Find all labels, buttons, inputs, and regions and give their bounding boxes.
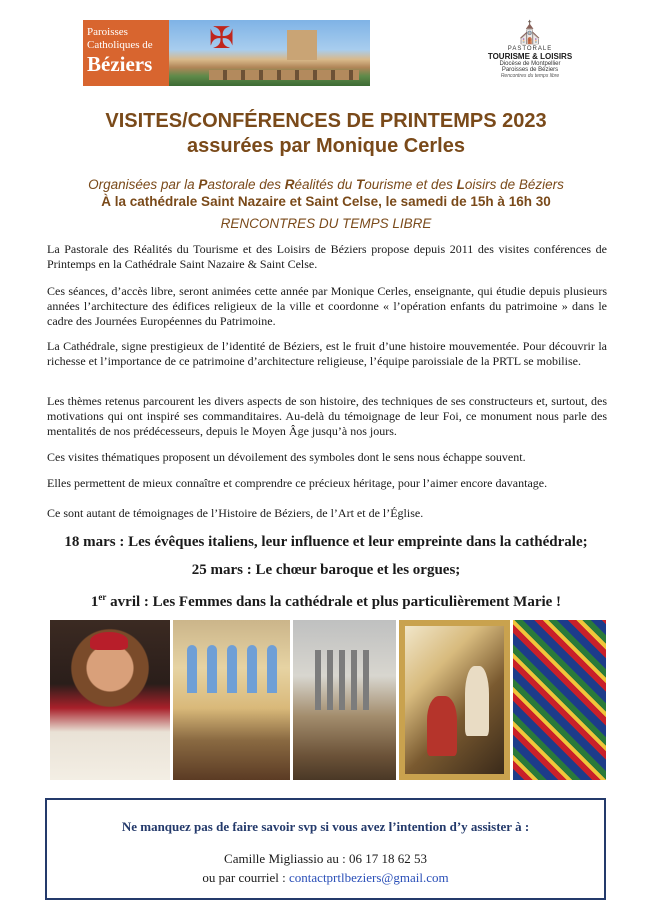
annunciation-painting-image xyxy=(399,620,510,780)
beziers-city-photo xyxy=(169,20,370,86)
session-date-1: 18 mars : Les évêques italiens, leur influence et leur empreinte dans la cathédrale; xyxy=(64,534,588,550)
cathedral-silhouette xyxy=(287,30,317,60)
pastorale-logo-line5: Rencontres du temps libre xyxy=(500,73,560,79)
parish-logo xyxy=(83,20,370,86)
paragraph-cathedral: La Cathédrale, signe prestigieux de l’identité de Béziers, est le fruit d’une histoire mouvementée. Pour découvrir la richesse et l’importance de ce patrimoine d’architecture religieuse, l’équipe paroissiale de la PRTL se mobilise. xyxy=(47,339,607,368)
paragraph-history: Ce sont autant de témoignages de l’Histoire de Béziers, de l’Art et de l’Église. xyxy=(47,506,424,520)
pastorale-logo xyxy=(474,20,586,90)
pastorale-logo-mark-icon: ⛪ xyxy=(516,20,544,45)
page-title: VISITES/CONFÉRENCES DE PRINTEMPS 2023 xyxy=(105,110,547,132)
paragraph-heritage: Elles permettent de mieux connaître et comprendre ce précieux héritage, pour l’aimer encore davantage. xyxy=(47,476,548,490)
pastorale-logo-line1: PASTORALE xyxy=(507,46,553,52)
tagline: RENCONTRES DU TEMPS LIBRE xyxy=(220,216,432,231)
paragraph-intro: La Pastorale des Réalités du Tourisme et des Loisirs de Béziers propose depuis 2011 des visites conférences de Printemps en la Cathédrale Saint Nazaire & Saint Celse. xyxy=(47,242,607,271)
bridge-silhouette xyxy=(209,70,359,80)
session-date-3: 1er avril : Les Femmes dans la cathédrale et plus particulièrement Marie ! xyxy=(90,592,562,610)
organ-image xyxy=(293,620,396,780)
contact-request: Ne manquez pas de faire savoir svp si vous avez l’intention d’y assister à : xyxy=(121,819,530,834)
contact-phone: Camille Migliassio au : 06 17 18 62 53 xyxy=(224,851,427,866)
parish-logo-line1: Paroisses xyxy=(87,26,128,38)
parish-logo-line2: Catholiques de xyxy=(87,39,153,51)
parish-logo-badge xyxy=(83,20,169,86)
pastorale-logo-line4: Paroisses de Béziers xyxy=(501,67,559,73)
venue-line: À la cathédrale Saint Nazaire et Saint Celse, le samedi de 15h à 16h 30 xyxy=(101,194,551,209)
session-date-2: 25 mars : Le chœur baroque et les orgues; xyxy=(191,562,461,578)
organiser-line: Organisées par la Pastorale des Réalités du Tourisme et des Loisirs de Béziers xyxy=(88,177,564,192)
photo-strip xyxy=(50,620,606,780)
paragraph-symbols: Ces visites thématiques proposent un dévoilement des symboles dont le sens nous échappe souvent. xyxy=(47,450,526,464)
cathedral-choir-image xyxy=(173,620,290,780)
stained-glass-image xyxy=(513,620,606,780)
page-subtitle: assurées par Monique Cerles xyxy=(187,135,465,157)
parish-logo-line3: Béziers xyxy=(87,52,153,76)
contact-email-link[interactable]: contactprtlbeziers@gmail.com xyxy=(289,870,449,885)
bishop-portrait-image xyxy=(50,620,170,780)
pastorale-logo-line2: TOURISME & LOISIRS xyxy=(487,52,573,61)
occitan-cross-icon: ✠ xyxy=(209,22,235,55)
contact-email-line: ou par courriel : contactprtlbeziers@gmail.com xyxy=(202,870,449,885)
paragraph-speaker: Ces séances, d’accès libre, seront animées cette année par Monique Cerles, enseignante, qui étudie depuis plusieurs années l’architecture des édifices religieux de la ville et coordonne « l’opération enfants du patrimoine » dans le cadre des Journées Européennes du Patrimoine. xyxy=(47,284,607,328)
pastorale-logo-line3: Diocèse de Montpellier xyxy=(499,61,561,67)
contact-box xyxy=(45,798,606,900)
paragraph-themes: Les thèmes retenus parcourent les divers aspects de son histoire, des techniques de ses constructeurs et, surtout, des motivations qui ont inspiré ses commanditaires. Au-delà du témoignage de leur Foi, ce monument nous parle des mentalités de nos prédécesseurs, depuis le Moyen Âge jusqu’à nos jours. xyxy=(47,394,607,438)
